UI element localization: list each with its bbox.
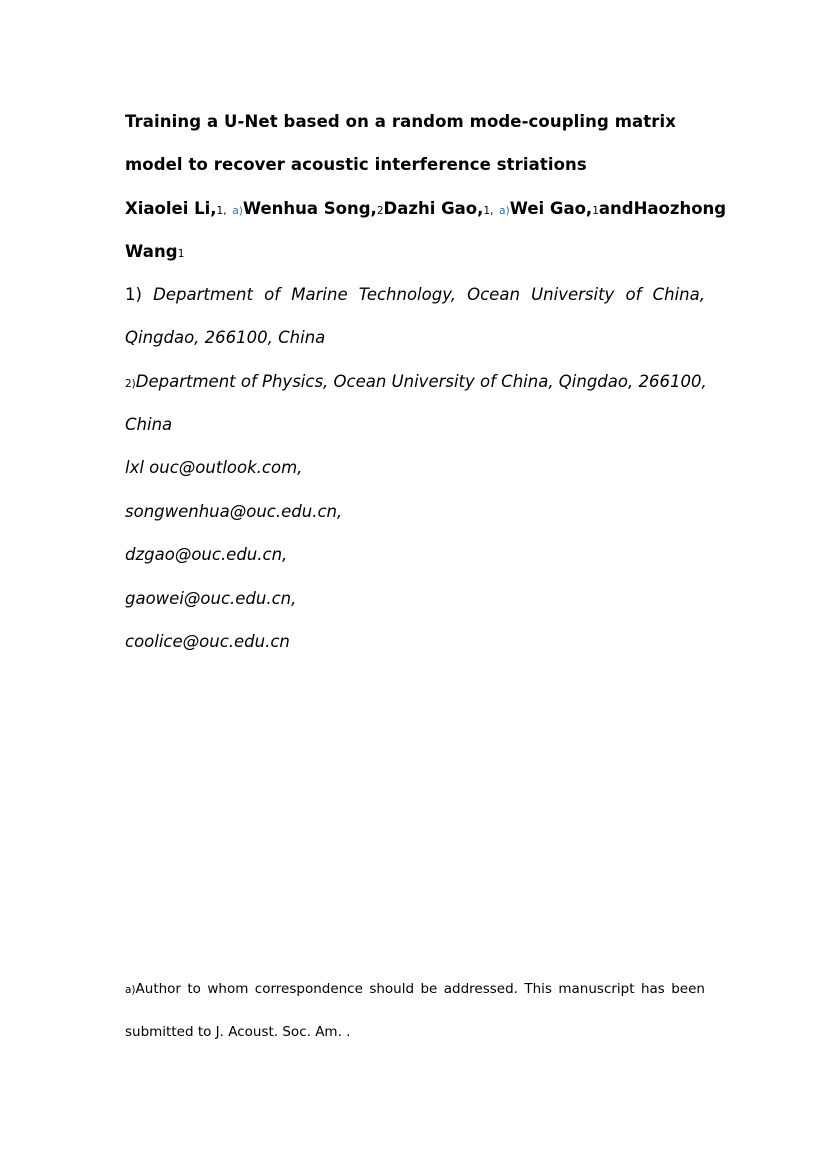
author-name: Wenhua Song, [242, 199, 377, 218]
affiliation-word: Ocean [467, 285, 520, 304]
footnote-word: Author [135, 981, 181, 997]
affiliation-word: Marine [291, 285, 348, 304]
author-dazhi-gao [384, 199, 510, 218]
footnote-mark: a) [125, 984, 136, 996]
footnote-line-2: submitted to J. Acoust. Soc. Am. . [125, 1024, 351, 1040]
footnote-first-word [125, 981, 181, 997]
author-name: Wei Gao, [509, 199, 593, 218]
footnote-word: manuscript [558, 981, 635, 997]
email-address: coolice@ouc.edu.cn [125, 632, 290, 651]
affiliation-1-line-1 [125, 285, 705, 304]
footnote-word: whom [207, 981, 249, 997]
author-conjunction: and [598, 199, 634, 218]
author-list [125, 199, 727, 218]
author-name: Xiaolei Li, [125, 199, 217, 218]
footnote-word: addressed. [443, 981, 518, 997]
author-affiliation-sup: 1 [592, 205, 599, 217]
author-affiliation-sup: 1 [177, 248, 185, 260]
affiliation-2-line-2 [125, 415, 172, 434]
author-haozhong-wang [125, 242, 185, 261]
affiliation-word: of [264, 285, 281, 304]
affiliation-word: of [625, 285, 642, 304]
footnote-word: has [640, 981, 665, 997]
corresponding-author-mark: a) [499, 205, 510, 217]
email-address: gaowei@ouc.edu.cn, [125, 589, 297, 608]
affiliation-word: China, [652, 285, 705, 304]
email-address: lxl ouc@outlook.com, [125, 458, 303, 477]
affiliation-2-line-1 [125, 372, 707, 391]
footnote-word: been [671, 981, 705, 997]
paper-title-line-1: Training a U-Net based on a random mode-coupling matrix [125, 112, 676, 131]
author-affiliation-sup: 1, [483, 205, 494, 217]
footnote-word: correspondence [254, 981, 363, 997]
affiliation-text: Department of Physics, Ocean University of China, Qingdao, 266100, [135, 372, 707, 391]
footnote-word: be [420, 981, 438, 997]
affiliation-label: 1) [125, 285, 142, 304]
footnote-line-1 [125, 981, 705, 997]
author-name: Dazhi Gao, [383, 199, 484, 218]
footnote-word: to [187, 981, 201, 997]
affiliation-word: Technology, [358, 285, 456, 304]
corresponding-author-mark: a) [232, 205, 243, 217]
affiliation-word: University [531, 285, 615, 304]
email-address: songwenhua@ouc.edu.cn, [125, 502, 343, 521]
affiliation-word: Department [153, 285, 253, 304]
affiliation-1-line-2 [125, 328, 325, 347]
footnote-word: should [369, 981, 415, 997]
affiliation-text: Qingdao, 266100, China [125, 328, 326, 347]
author-affiliation-sup: 2 [376, 205, 384, 217]
author-wenhua-song [243, 199, 384, 218]
author-name: Wang [125, 242, 178, 261]
paper-title-line-2: model to recover acoustic interference striations [125, 155, 587, 174]
author-wei-gao [510, 199, 599, 218]
affiliation-text: China [125, 415, 173, 434]
author-affiliation-sup: 1, [216, 205, 227, 217]
author-xiaolei-li [125, 199, 243, 218]
email-address: dzgao@ouc.edu.cn, [125, 545, 288, 564]
author-haozhong-first: Haozhong [633, 199, 727, 218]
footnote-word: This [524, 981, 552, 997]
affiliation-label: 2) [125, 378, 136, 390]
